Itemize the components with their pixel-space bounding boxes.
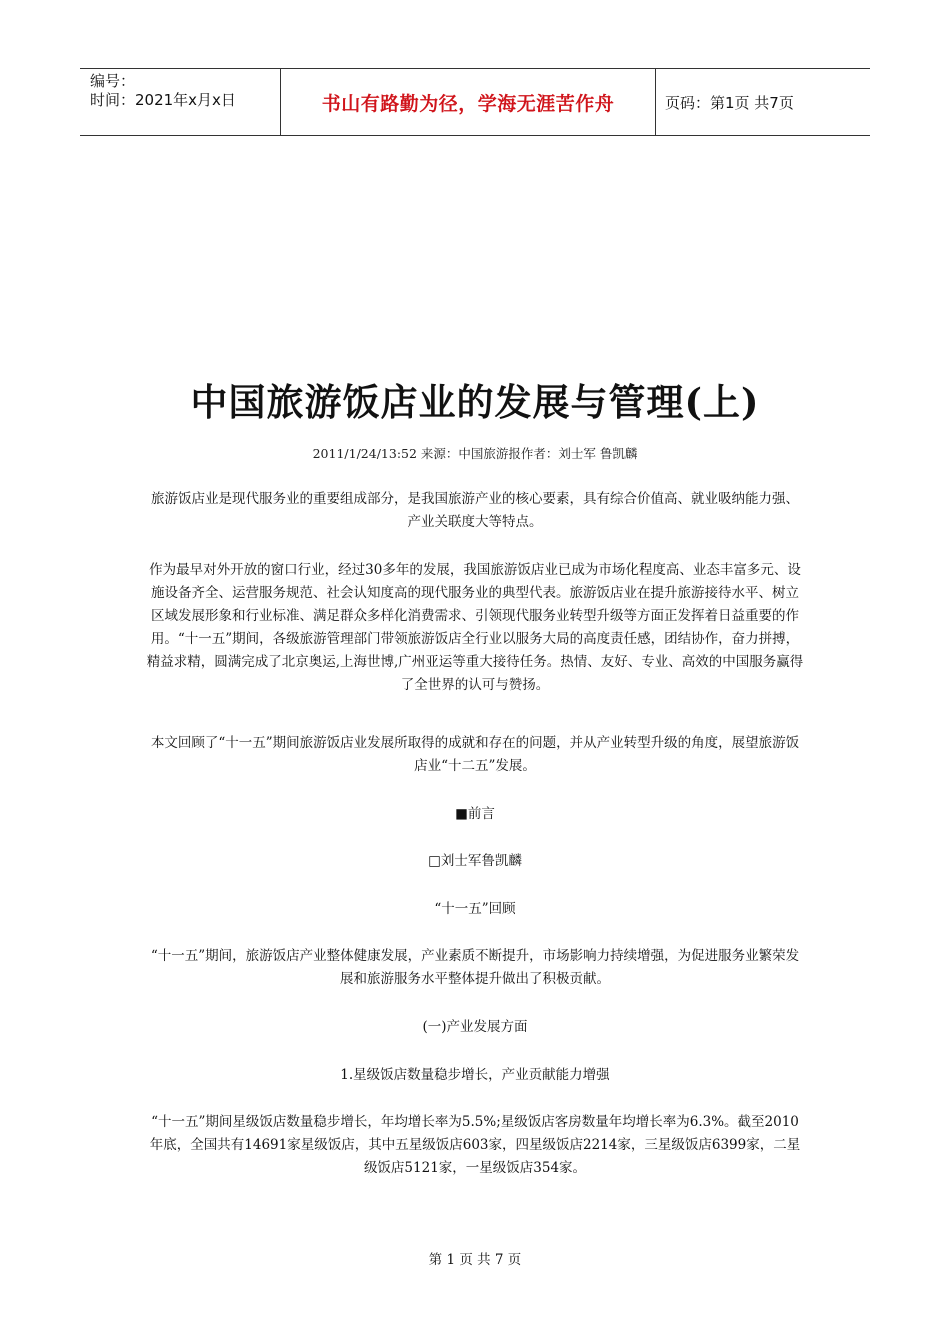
paragraph-star-hotels: “十一五”期间星级饭店数量稳步增长，年均增长率为5.5%;星级饭店客房数量年均增长率为6.3%。截至2010年底，全国共有14691家星级饭店，其中五星级饭店603家，四星级饭店2214家，三星级饭店6399家，二星级饭店5121家，一星级饭店354家。 <box>149 1114 801 1176</box>
header-left-cell <box>80 69 281 135</box>
date-label: 时间：2021年x月x日 <box>90 91 236 109</box>
section-heading-preface: ■前言 <box>455 806 495 822</box>
paragraph-review: “十一五”期间，旅游饭店产业整体健康发展，产业素质不断提升，市场影响力持续增强，为促进服务业繁荣发展和旅游服务水平整体提升做出了积极贡献。 <box>150 948 800 987</box>
page-footer: 第 1 页 共 7 页 <box>428 1252 522 1268</box>
paragraph-intro: 旅游饭店业是现代服务业的重要组成部分，是我国旅游产业的核心要素，具有综合价值高、就业吸纳能力强、产业关联度大等特点。 <box>151 491 799 530</box>
motto-text: 书山有路勤为径，学海无涯苦作舟 <box>321 92 615 115</box>
header-motto-cell <box>281 69 656 135</box>
number-label: 编号： <box>90 72 136 90</box>
page-info: 页码：第1页 共7页 <box>665 93 794 112</box>
subsection-heading-star-hotels: 1.星级饭店数量稳步增长，产业贡献能力增强 <box>340 1067 610 1083</box>
article-meta: 2011/1/24/13:52 来源：中国旅游报作者：刘士军 鲁凯麟 <box>312 446 638 461</box>
paragraph-summary: 本文回顾了“十一五”期间旅游饭店业发展所取得的成就和存在的问题，并从产业转型升级的角度，展望旅游饭店业“十二五”发展。 <box>150 735 800 774</box>
paragraph-development: 作为最早对外开放的窗口行业，经过30多年的发展，我国旅游饭店业已成为市场化程度高、业态丰富多元、设施设备齐全、运营服务规范、社会认知度高的现代服务业的典型代表。旅游饭店业在提升旅游接待水平、树立区域发展形象和行业标准、满足群众多样化消费需求、引领现代服务业转型升级等方面正发挥着日益重要的作用。“十一五”期间，各级旅游管理部门带领旅游饭店全行业以服务大局的高度责任感，团结协作，奋力拼搏，精益求精，圆满完成了北京奥运,上海世博,广州亚运等重大接待任务。热情、友好、专业、高效的中国服务赢得了全世界的认可与赞扬。 <box>146 562 804 693</box>
header-page-cell <box>656 69 870 135</box>
authors-line: □刘士军鲁凯麟 <box>428 853 522 869</box>
header-table <box>80 68 870 136</box>
section-heading-review: “十一五”回顾 <box>434 901 516 917</box>
section-heading-industry: (一)产业发展方面 <box>422 1019 528 1035</box>
article-title: 中国旅游饭店业的发展与管理(上) <box>190 380 760 424</box>
